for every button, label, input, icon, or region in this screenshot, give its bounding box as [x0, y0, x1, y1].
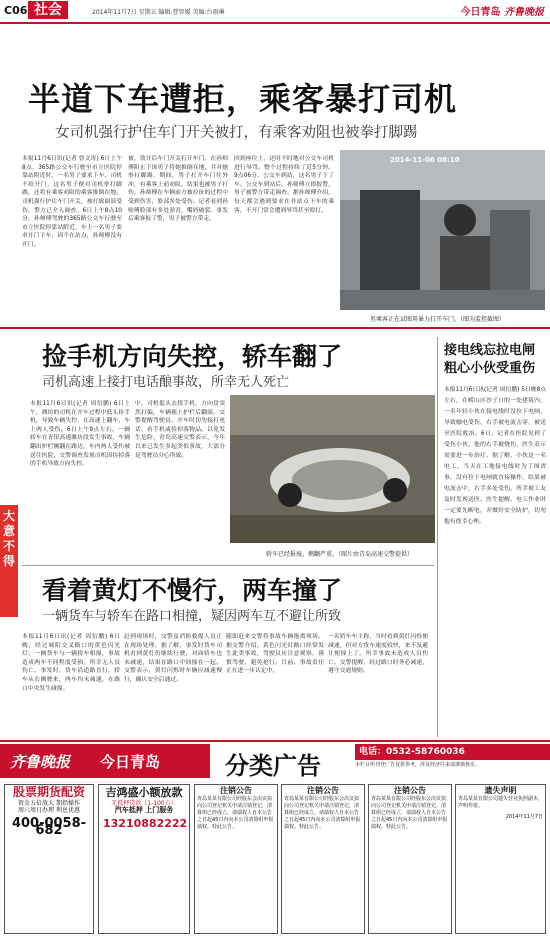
header-right — [461, 3, 544, 18]
subhead-2: 司机高速上接打电话酿事故，所幸无人死亡 — [42, 375, 290, 390]
vertical-band-label: 大意不得 — [2, 509, 15, 568]
story3-col1: 本报11月6日讯(记者 周衍鹏) 6日晚，经过城阳交叉路口的黄色闪光灯，一辆货车与一辆轿车相撞，事故造成两车不同程度受损，所幸无人员伤亡。事发时，货车沿道路直行，轿车从右侧驶来，两车均未减速，在路口中央发生碰撞。 — [22, 634, 120, 692]
story1-col1: 本报11月6日讯(记者 曾文涛) 6日上午8点，365路公交车行驶至市立医院停靠站附近时，一名男子要求下车，司机不给开门，这名男子便对司机拳打脚踢，还将有乘客劝阻的乘客推倒在地。司机强行护住车门开关，被打致面部受伤，警方已介入调查。6日上午8点10分，孙师傅驾驶的365路公交车行驶至市立医院停靠站附近，车上一名男子要求开门下车，因不在站点，孙师傅没有开门。 — [22, 156, 122, 248]
bus-photo-image — [340, 150, 545, 310]
ad-stocks-title: 股票期货配资 — [12, 785, 85, 799]
subhead-1: 女司机强行护住车门开关被打，有乘客劝阻也被拳打脚踢 — [55, 125, 418, 141]
sidebar-title: 接电线忘拉电闸 粗心小伙受重伤 — [444, 343, 536, 376]
notice-2-body: 青岛某某有限公司经股东会决议拟向公司登记机关申请注销登记，清算组已经成立，请债权人自本公告之日起45日内向本公司清算组申报债权。特此公告。 — [284, 796, 361, 830]
ads-brand2: 今日青岛 — [100, 753, 161, 771]
notice-1-title: 注销公告 — [220, 786, 252, 795]
ads-divider — [0, 740, 550, 742]
notice-card-2 — [281, 784, 365, 934]
notice-3-title: 注销公告 — [394, 786, 426, 795]
notice-2-title: 注销公告 — [307, 786, 339, 795]
ads-phone: 电话：0532-58760036 — [355, 744, 550, 760]
ad-card-stocks — [4, 784, 94, 934]
page-header — [0, 0, 550, 22]
ad-loan-line2: 无抵押贷款（1-100万） — [111, 800, 177, 807]
notice-3-body: 青岛某某有限公司经股东会决议拟向公司登记机关申请注销登记，清算组已经成立，请债权人自本公告之日起45日内向本公司清算组申报债权。特此公告。 — [371, 796, 448, 830]
ads-note: 本栏目所刊登广告仅供参考，涉及经济往来请谨慎核实。 — [355, 762, 481, 768]
sidebar-body: 本报11月6日讯(记者 周衍鹏) 5日晚8点左右，在崂山区沙子口的一处建筑内，一名年轻小伙在接电线时没拉下电闸，导致触电受伤，右手被电流击穿，被送至医院救治。6日，记者在医院见到了受伤小伙，他的右手被烧伤，医生表示需要进一步治疗。据了解，小伙是一名电工，当天在工地接电线时为了图省事，没有拉下电闸就直接操作，结果被电流击中，右手多处受伤，所幸被工友及时发现送医。医生提醒，电工作业时一定要先断电，并做好安全防护，切勿抱有侥幸心理。 — [444, 387, 546, 525]
headline-3: 看着黄灯不慢行，两车撞了 — [42, 576, 343, 605]
car-photo-caption: 轿车已经报废，侧翻严重。（图片由青岛高速交警提供） — [266, 551, 414, 558]
brand-logo: 齐鲁晚报 — [504, 7, 544, 18]
ads-brand: 齐鲁晚报 — [10, 753, 71, 771]
bus-photo-caption: 男乘客正在试图用暴力打开车门。（图为监控截图） — [370, 316, 506, 323]
car-photo — [230, 395, 435, 543]
ad-loan-phone: 13210882222 — [103, 817, 188, 830]
story2-col1: 本报11月6日讯(记者 周衍鹏) 6日上午，潍坊的司机在开车过程中低头捡手机，导致车辆失控，在高速上翻车，车上两人受伤。6日上午9点左右，一辆轿车在青银高速潍坊段发生事故，车辆翻出护栏侧翻在路边，车内两人受伤被送往医院，交警调查发现司机因捡掉落的手机导致方向失控。 — [30, 401, 130, 468]
ad-loan-line3: 汽车抵押 上门服务 — [114, 806, 174, 814]
notice-1-body: 青岛某某有限公司经股东会决议拟向公司登记机关申请注销登记，清算组已经成立，请债权人自本公告之日起45日内向本公司清算组申报债权。特此公告。 — [197, 796, 274, 830]
sidebar-rule — [437, 337, 438, 737]
headline-2: 捡手机方向失控，轿车翻了 — [42, 342, 343, 371]
bus-photo — [340, 150, 545, 310]
story3-col3: 随即赶来交警将事故车辆拖离现场。据交警介绍，黄色闪光灯路口经常发生此类事故，驾驶员应注意观察，谨慎驾驶，避免抢行。目前，事故责任正在进一步认定中。 — [226, 634, 324, 675]
lost-date: 2014年11月7日 — [505, 814, 543, 820]
lost-title: 遗失声明 — [484, 786, 517, 795]
notice-card-1 — [194, 784, 278, 934]
classified-ads — [0, 740, 550, 938]
ad-stocks-phone: 400-0058-682 — [11, 816, 87, 838]
headline-1: 半道下车遭拒，乘客暴打司机 — [28, 80, 458, 118]
ad-card-loan — [98, 784, 190, 934]
ad-stocks-line3: 周六周日办理 利息优惠 — [18, 807, 80, 814]
subhead-3: 一辆货车与轿车在路口相撞，疑因两车互不避让所致 — [42, 609, 342, 624]
header-divider — [0, 22, 550, 24]
header-right-label: 今日青岛 — [460, 7, 501, 18]
header-meta: 2014年11月7日 星期五 编辑:曹智媛 美编:台雨琳 — [92, 9, 225, 16]
story1-col2: 被，敦开后车门开关打开车门。在孙师傅阻止下该男子将她推倒在地，并对她拳打脚踢，期间，男子打开车门往外冲，有乘客上前劝阻，结果也被男子打伤。孙师傅在车辆前方被拉扯的过程中受到伤害，脸部多处受伤。记者看到孙师傅脸部有多处淤青，嘴唇破裂。事发后乘客报了警，男子被警方带走。 — [128, 156, 228, 223]
car-photo-image — [230, 395, 435, 543]
vertical-band — [0, 505, 18, 617]
section-label: 社会 — [28, 1, 68, 19]
ads-title: 分类广告 — [225, 752, 321, 780]
story3-col2: 赶到现场时，交警及消防救援人员正在现场处理。据了解，事发时货车司机看到黄灯仍继续行驶，对面轿车也未减速，结果在路口中间撞在一起。交警表示，黄灯闪烁时车辆应减速慢行，确认安全后通过。 — [124, 634, 222, 683]
ad-loan-title: 吉鸿盛小额放款 — [105, 786, 183, 799]
story-divider-2 — [22, 565, 434, 566]
ad-stocks-line2: 资金五倍放大 期指操作 — [18, 800, 80, 807]
notice-card-3 — [368, 784, 452, 934]
page-number: C06 — [4, 4, 28, 17]
lost-card — [455, 784, 546, 934]
photo-timestamp: 2014-11-06 08:10 — [390, 156, 460, 164]
story1-col3: 回到座位上，还时不时地对公交车司机进行辱骂。整个过程持续了近5分钟。9点06分，公交车到站，这名男子下了车。公交车到站后，孙师傅立即报警，男子被警方带走调查。据孙师傅介绍，每天都会遇到要求在非站点下车的乘客，不开门常会遭到辱骂甚至殴打。 — [234, 156, 334, 214]
lost-body: 青岛某某有限公司遗失营业执照副本，声明作废。 — [458, 796, 544, 809]
story3-col4: 一名轿车车主称，当时看到黄灯闪烁便减速，但对方货车速度较快，来不及避让便撞上了。所幸事故未造成人员伤亡。交警提醒，经过路口时务必减速，遵守交通规则。 — [328, 634, 428, 675]
story2-col2: 中，司机低头去找手机，方向盘突然打偏，车辆撞上护栏后翻滚。交警提醒驾驶员，开车时切勿接打电话、看手机或捡掉落物品，以免发生危险。青岛高速交警表示，今年以来已发生多起类似事故，大部分是驾驶员分心所致。 — [135, 401, 225, 459]
story-divider-1 — [0, 327, 550, 329]
